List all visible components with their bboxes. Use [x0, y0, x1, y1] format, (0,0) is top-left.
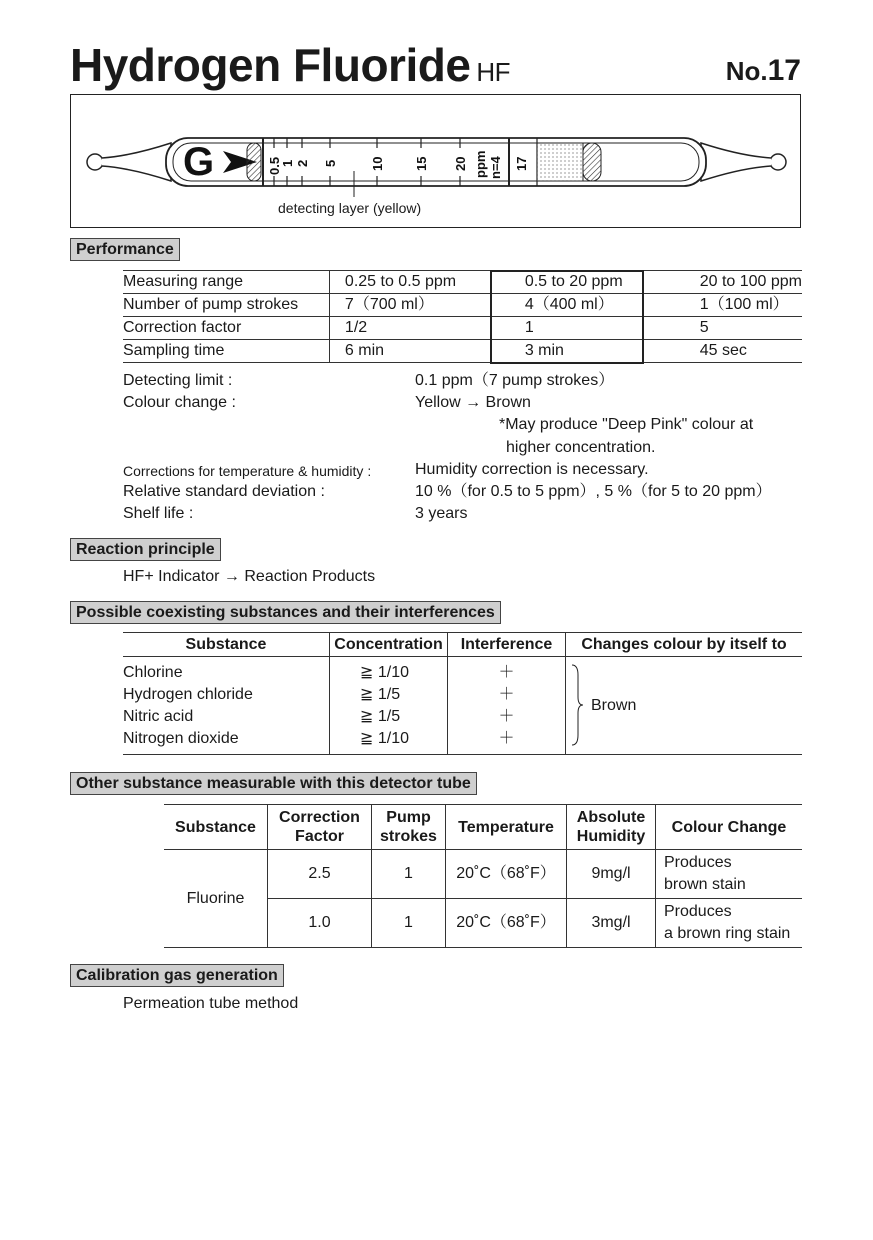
table-row [123, 657, 802, 755]
corrections-label: Corrections for temperature & humidity : [123, 463, 372, 479]
reagent-section [537, 143, 583, 181]
reaction-text: HF+ Indicator → Reaction Products [123, 568, 376, 585]
temperature-cell: 20˚C（68˚F） [446, 899, 567, 948]
interference-list [448, 657, 566, 755]
changes-colour-value: Brown [591, 697, 637, 714]
colour-note: higher concentration. [506, 439, 656, 456]
tube-illustration-frame [70, 94, 801, 228]
colour-line: Produces [664, 854, 732, 871]
section-coexisting: Possible coexisting substances and their interferences [70, 601, 501, 624]
substance-name: Hydrogen chloride [123, 686, 253, 703]
document-number-value: 17 [767, 54, 801, 87]
colour-change-value: Yellow → Brown [415, 394, 531, 411]
humidity-cell: 9mg/l [567, 850, 656, 899]
cell: 0.25 to 0.5 ppm [329, 271, 504, 294]
scale-label: 20 [453, 156, 468, 171]
colour-note: *May produce "Deep Pink" colour at [499, 416, 754, 433]
column-header: Changes colour by itself to [566, 633, 803, 657]
scale-label: 5 [323, 159, 338, 167]
cell: 7（700 ml） [329, 294, 504, 317]
tube-caption: detecting layer (yellow) [278, 200, 422, 216]
colour-cell [656, 850, 803, 899]
header-line: strokes [380, 828, 437, 845]
row-label: Correction factor [123, 317, 329, 340]
table-row [164, 850, 802, 899]
column-header: Temperature [446, 805, 567, 850]
brace-icon [570, 663, 586, 747]
page-title [70, 38, 510, 92]
substance-list [123, 657, 330, 755]
header-line: Factor [295, 828, 344, 845]
substance-name: Chlorine [123, 664, 183, 681]
document-number-prefix: No. [725, 56, 768, 86]
shelf-life-value: 3 years [415, 505, 468, 522]
column-header [567, 805, 656, 850]
detecting-limit-value: 0.1 ppm（7 pump strokes） [415, 372, 615, 389]
section-calibration: Calibration gas generation [70, 964, 284, 987]
corrections-value: Humidity correction is necessary. [415, 461, 649, 478]
cell: 20 to 100 ppm [678, 271, 802, 294]
humidity-cell: 3mg/l [567, 899, 656, 948]
colour-cell [656, 899, 803, 948]
table-row [123, 317, 802, 340]
column-header [268, 805, 372, 850]
tube-number-label: 17 [514, 156, 529, 171]
concentration-value: ≧ 1/10 [360, 664, 409, 681]
cell: 1 [505, 317, 678, 340]
coexisting-table [123, 632, 802, 755]
rsd-label: Relative standard deviation : [123, 483, 325, 500]
column-header: Colour Change [656, 805, 803, 850]
concentration-value: ≧ 1/10 [360, 730, 409, 747]
cell: 3 min [505, 340, 678, 363]
tube-logo: G [183, 140, 215, 184]
header-line: Correction [279, 809, 360, 826]
title-text: Hydrogen Fluoride [70, 39, 471, 91]
cell: 5 [678, 317, 802, 340]
factor-cell: 2.5 [268, 850, 372, 899]
table-header-row [164, 805, 802, 850]
substance-name: Nitric acid [123, 708, 194, 725]
shelf-life-label: Shelf life : [123, 505, 194, 522]
changes-colour-cell [566, 657, 803, 755]
scale-label: 15 [414, 156, 429, 171]
scale-label: 2 [295, 159, 310, 167]
table-header-row [123, 633, 802, 657]
detecting-limit-label: Detecting limit : [123, 372, 233, 389]
column-header: Interference [448, 633, 566, 657]
row-label: Sampling time [123, 340, 329, 363]
rsd-value: 10 %（for 0.5 to 5 ppm）, 5 %（for 5 to 20 ppm） [415, 483, 772, 500]
scale-label: 1 [280, 159, 295, 167]
strokes-label: n=4 [488, 156, 503, 179]
cell: 6 min [329, 340, 504, 363]
column-header [372, 805, 446, 850]
row-label: Measuring range [123, 271, 329, 294]
temperature-cell: 20˚C（68˚F） [446, 850, 567, 899]
strokes-cell: 1 [372, 850, 446, 899]
colour-line: brown stain [664, 876, 746, 893]
section-other-substance: Other substance measurable with this detector tube [70, 772, 477, 795]
interference-value: ＋ [498, 730, 515, 747]
formula: HF [476, 57, 511, 87]
scale-label: 10 [370, 156, 385, 171]
unit-label: ppm [473, 150, 488, 178]
detector-tube-illustration [71, 95, 802, 229]
cell: 0.5 to 20 ppm [505, 271, 678, 294]
header-line: Absolute [576, 809, 646, 826]
plug-right [583, 143, 601, 181]
substance-cell: Fluorine [164, 850, 268, 948]
strokes-cell: 1 [372, 899, 446, 948]
tube-tip-left [87, 154, 103, 170]
calibration-text: Permeation tube method [123, 995, 299, 1012]
interference-value: ＋ [498, 686, 515, 703]
column-header: Substance [123, 633, 330, 657]
substance-name: Nitrogen dioxide [123, 730, 239, 747]
cell: 45 sec [678, 340, 802, 363]
row-label: Number of pump strokes [123, 294, 329, 317]
cell: 1/2 [329, 317, 504, 340]
other-substance-table [164, 804, 802, 948]
cell: 1（100 ml） [678, 294, 802, 317]
header-line: Humidity [576, 828, 646, 845]
column-header: Substance [164, 805, 268, 850]
scale-label: 0.5 [267, 156, 282, 175]
interference-value: ＋ [498, 708, 515, 725]
concentration-list [330, 657, 448, 755]
section-performance: Performance [70, 238, 180, 261]
cell: 4（400 ml） [505, 294, 678, 317]
plug-left [247, 143, 261, 181]
concentration-value: ≧ 1/5 [360, 686, 401, 703]
tube-tip-right [770, 154, 786, 170]
concentration-value: ≧ 1/5 [360, 708, 401, 725]
header-line: Pump [386, 809, 431, 826]
performance-table [123, 270, 802, 363]
table-row [123, 271, 802, 294]
document-number [726, 54, 801, 88]
colour-line: Produces [664, 903, 732, 920]
colour-change-label: Colour change : [123, 394, 236, 411]
table-row [123, 294, 802, 317]
interference-value: ＋ [498, 664, 515, 681]
table-row [123, 340, 802, 363]
factor-cell: 1.0 [268, 899, 372, 948]
colour-line: a brown ring stain [664, 925, 791, 942]
section-reaction-principle: Reaction principle [70, 538, 221, 561]
column-header: Concentration [330, 633, 448, 657]
